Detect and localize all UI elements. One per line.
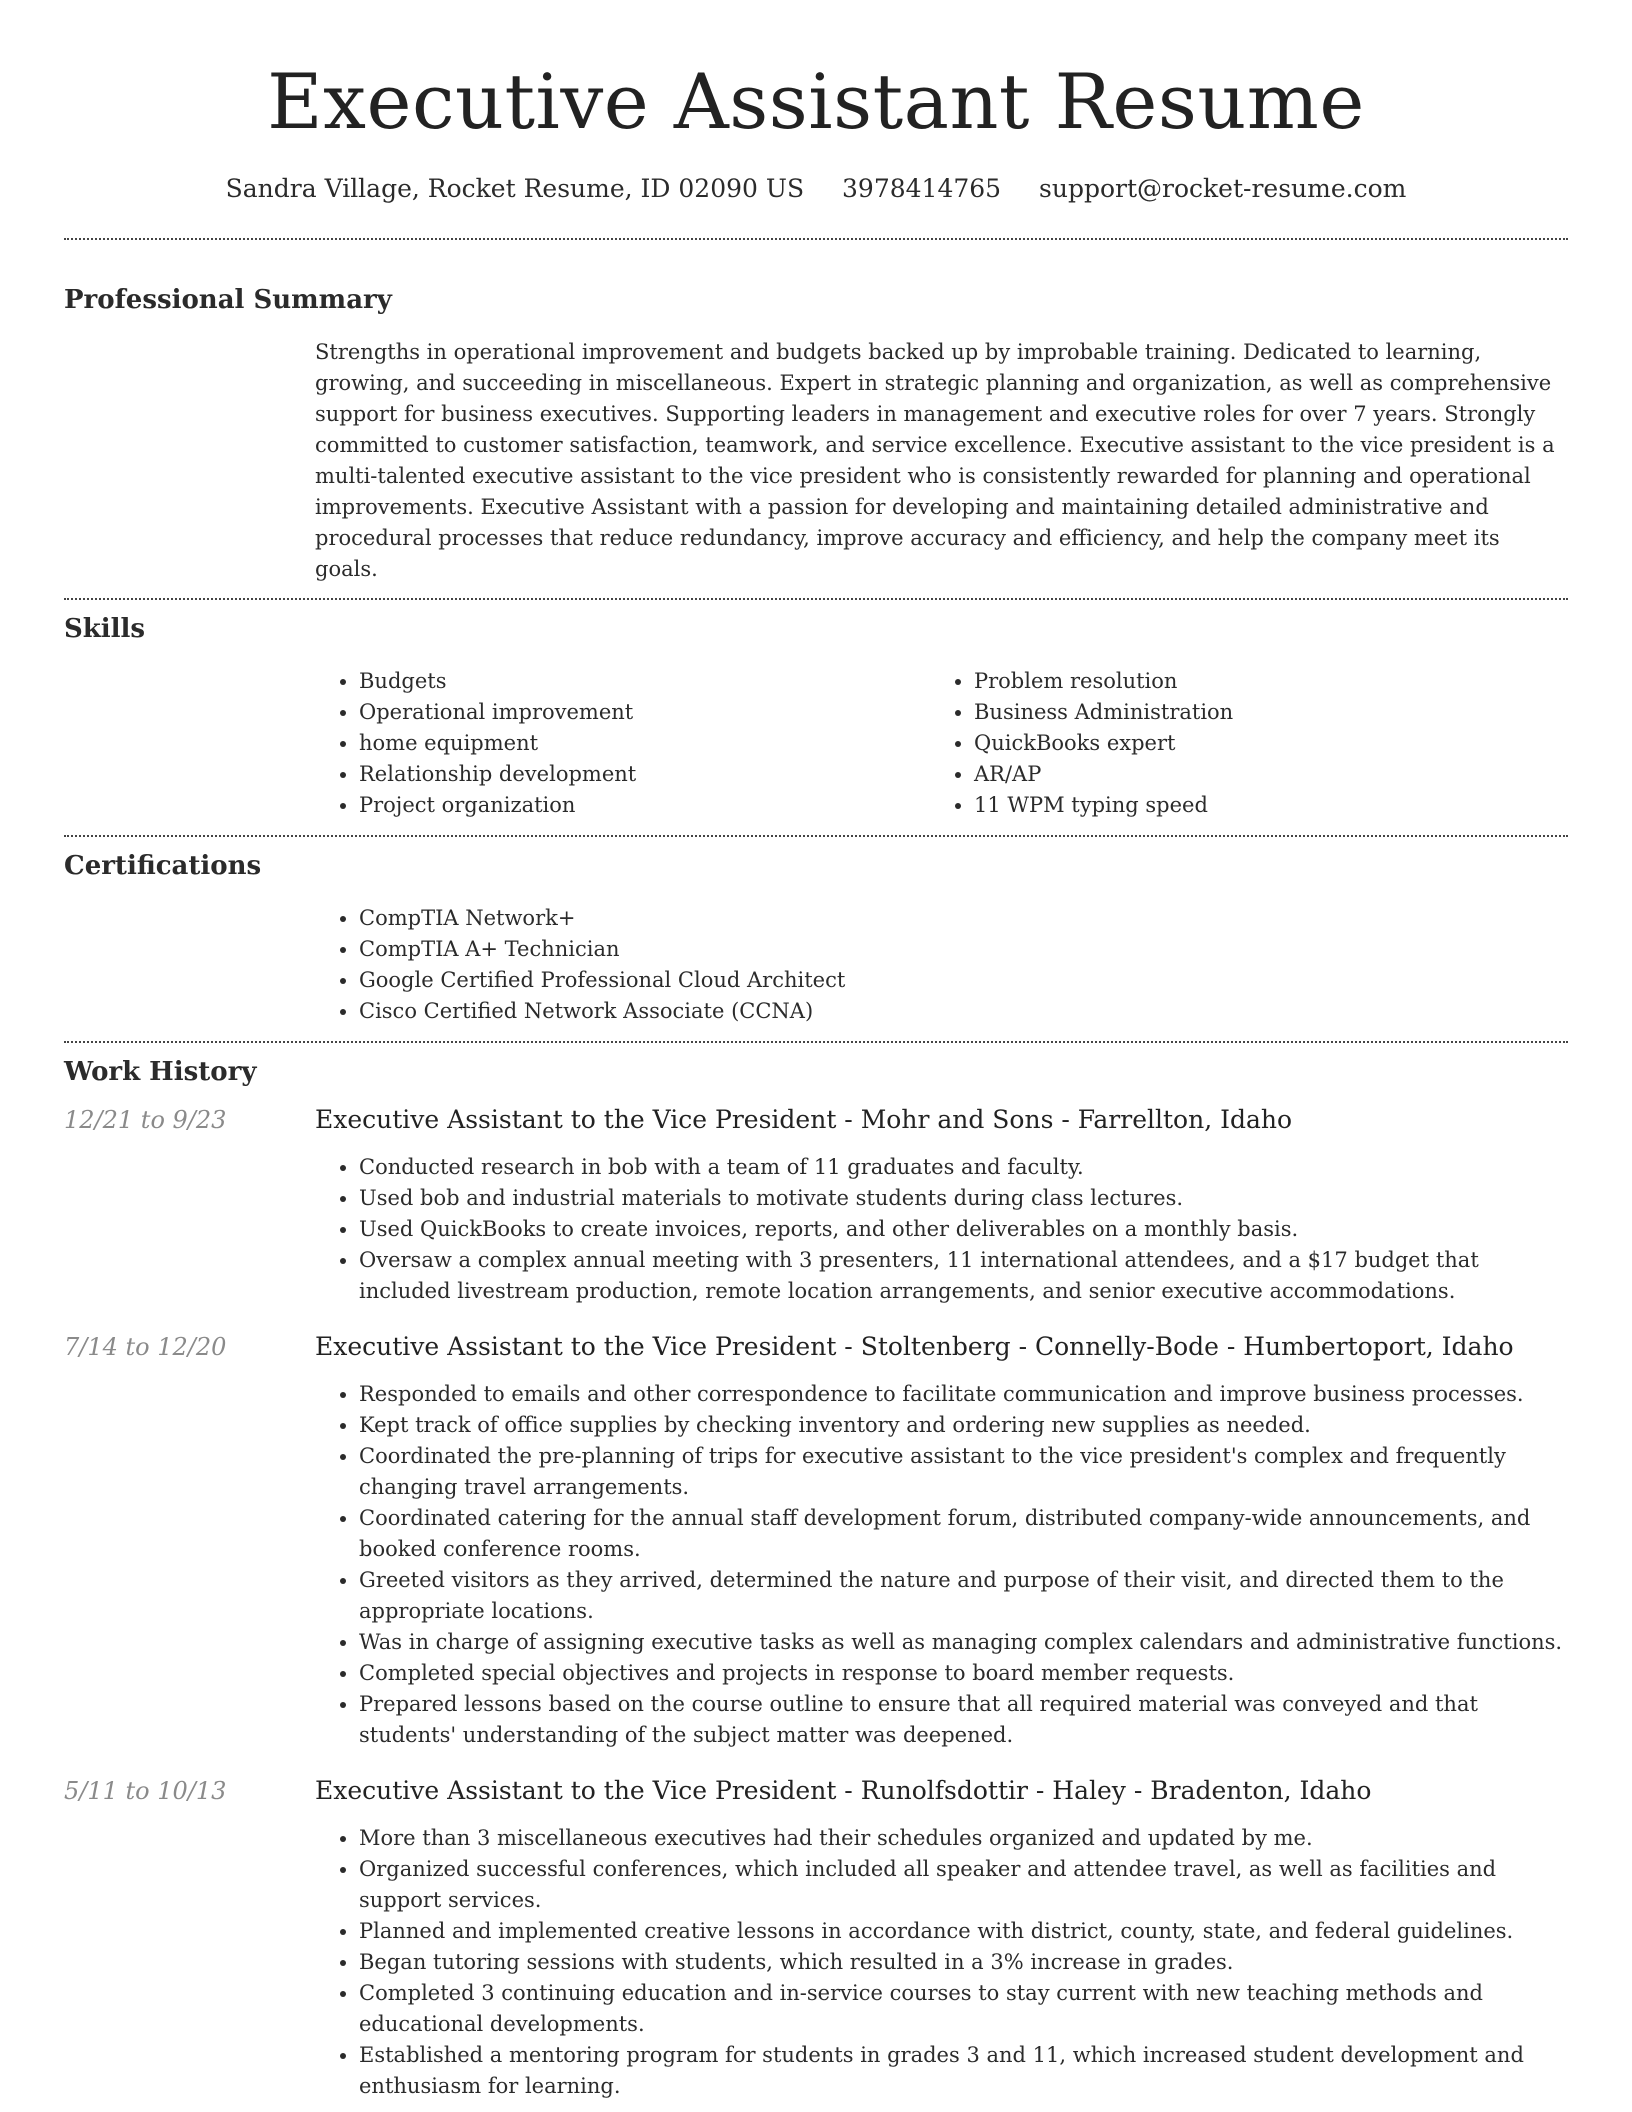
job-dates: 5/11 to 10/13 [64,1777,227,1805]
skill-item: • Operational improvement [359,697,930,728]
summary-text: Strengths in operational improvement and budgets backed up by improbable training. Dedicated to learning, growing, and succeeding in miscellaneous. Expert in strategic planning and organization, as well as comprehensive support for business executives. Supporting leaders in management and executive roles for over 7 years. Strongly committed to customer satisfaction, teamwork, and service excellence. Executive assistant to the vice president is a multi-talented executive assistant to the vice president who is consistently rewarded for planning and operational improvements. Executive Assistant with a passion for developing and maintaining detailed administrative and procedural processes that reduce redundancy, improve accuracy and efficiency, and help the company meet its goals. [315,340,1555,581]
job-bullet: • Used QuickBooks to create invoices, reports, and other deliverables on a monthly basis. [359,1214,1569,1245]
job-bullet: • Established a mentoring program for students in grades 3 and 11, which increased student development and enthusiasm for learning. [359,2040,1569,2102]
skill-item: • AR/AP [974,759,1545,790]
job-header [64,1330,1568,1364]
job-bullets [315,1379,1569,1751]
summary-section [64,283,1568,585]
job-bullets [315,1823,1569,2102]
job-entry [64,1330,1568,1751]
contact-phone: 3978414765 [842,174,1002,203]
job-title: Executive Assistant to the Vice President - Stoltenberg - Connelly-Bode - Humbertoport, Idaho [315,1332,1514,1361]
job-entry [64,1103,1568,1307]
job-dates: 7/14 to 12/20 [64,1333,227,1361]
section-divider [64,835,1568,837]
job-dates: 12/21 to 9/23 [64,1106,227,1134]
certification-item: • CompTIA Network+ [359,903,1569,934]
skill-item: • home equipment [359,728,930,759]
job-header [64,1103,1568,1137]
job-bullet: • Kept track of office supplies by checking inventory and ordering new supplies as needed. [359,1410,1569,1441]
skills-column-right [930,666,1545,821]
job-bullet: • Organized successful conferences, which included all speaker and attendee travel, as well as facilities and support services. [359,1854,1569,1916]
job-title: Executive Assistant to the Vice President - Runolfsdottir - Haley - Bradenton, Idaho [315,1776,1372,1805]
job-bullet: • Coordinated catering for the annual staff development forum, distributed company-wide announcements, and booked conference rooms. [359,1503,1569,1565]
job-bullet: • Completed 3 continuing education and in-service courses to stay current with new teaching methods and educational developments. [359,1978,1569,2040]
skill-item: • Problem resolution [974,666,1545,697]
job-entry [64,1774,1568,2102]
skills-section [64,612,1568,821]
job-bullet: • Was in charge of assigning executive tasks as well as managing complex calendars and administrative functions. [359,1627,1569,1658]
job-bullet: • Used bob and industrial materials to motivate students during class lectures. [359,1183,1569,1214]
contact-line [64,172,1568,206]
job-bullet: • Conducted research in bob with a team of 11 graduates and faculty. [359,1152,1569,1183]
section-divider [64,1041,1568,1043]
work-history-list [64,1103,1568,2102]
resume-title: Executive Assistant Resume [267,57,1365,146]
job-bullet: • Responded to emails and other correspondence to facilitate communication and improve business processes. [359,1379,1569,1410]
contact-address: Sandra Village, Rocket Resume, ID 02090 US [225,174,805,203]
contact-email: support@rocket-resume.com [1039,174,1407,203]
certifications-list [315,903,1569,1027]
job-title: Executive Assistant to the Vice President - Mohr and Sons - Farrellton, Idaho [315,1105,1293,1134]
skill-item: • Project organization [359,790,930,821]
job-bullet: • Completed special objectives and projects in response to board member requests. [359,1658,1569,1689]
summary-heading: Professional Summary [64,285,392,315]
work-history-section [64,1055,1568,2102]
certification-item: • CompTIA A+ Technician [359,934,1569,965]
skills-column-left [315,666,930,821]
job-bullet: • Greeted visitors as they arrived, determined the nature and purpose of their visit, and directed them to the appropriate locations. [359,1565,1569,1627]
skill-item: • Business Administration [974,697,1545,728]
job-bullet: • Coordinated the pre-planning of trips for executive assistant to the vice president's complex and frequently changing travel arrangements. [359,1441,1569,1503]
job-bullet: • Oversaw a complex annual meeting with 3 presenters, 11 international attendees, and a $17 budget that included livestream production, remote location arrangements, and senior executive accommodations. [359,1245,1569,1307]
certification-item: • Cisco Certified Network Associate (CCNA) [359,996,1569,1027]
skills-list [315,666,1569,821]
skill-item: • QuickBooks expert [974,728,1545,759]
certification-item: • Google Certified Professional Cloud Architect [359,965,1569,996]
skill-item: • Budgets [359,666,930,697]
job-bullet: • Planned and implemented creative lessons in accordance with district, county, state, and federal guidelines. [359,1916,1569,1947]
skills-heading: Skills [64,614,146,644]
section-divider [64,238,1568,240]
job-bullets [315,1152,1569,1307]
job-bullet: • Began tutoring sessions with students, which resulted in a 3% increase in grades. [359,1947,1569,1978]
job-bullet: • Prepared lessons based on the course outline to ensure that all required material was conveyed and that students' understanding of the subject matter was deepened. [359,1689,1569,1751]
work-history-heading: Work History [64,1057,257,1087]
skill-item: • 11 WPM typing speed [974,790,1545,821]
job-header [64,1774,1568,1808]
certifications-section [64,849,1568,1027]
certifications-heading: Certifications [64,851,262,881]
job-bullet: • More than 3 miscellaneous executives had their schedules organized and updated by me. [359,1823,1569,1854]
skill-item: • Relationship development [359,759,930,790]
section-divider [64,598,1568,600]
